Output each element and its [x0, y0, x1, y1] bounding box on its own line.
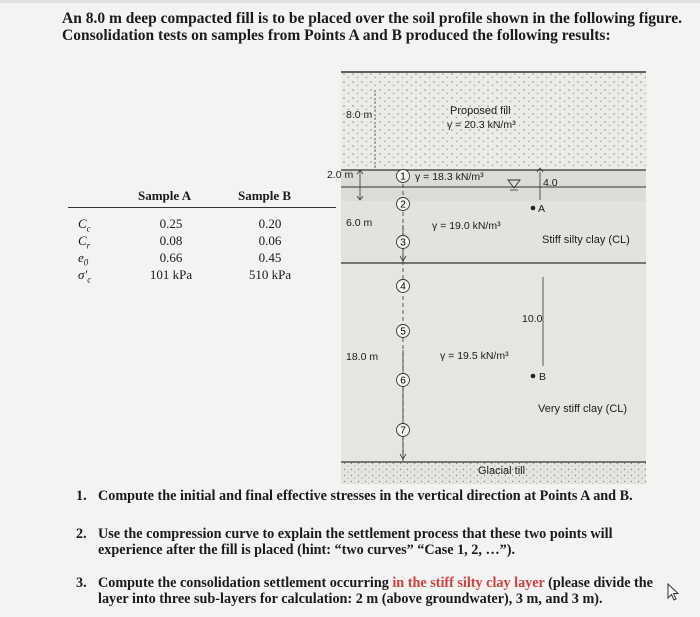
question-text-line2: experience after the fill is placed (hint: “two curves” “Case 1, 2, …”). — [98, 542, 516, 558]
symbol-cr: $C_r$ — [78, 233, 91, 251]
layer1-gamma-label: γ = 18.3 kN/m³ — [415, 171, 484, 183]
layer-1 — [341, 170, 646, 201]
dim-10-label: 10.0 — [522, 313, 543, 325]
symbol-cc: $C_c$ — [78, 216, 91, 234]
question-text-a: Compute the consolidation settlement occurring — [98, 575, 393, 591]
point-a-dot — [531, 206, 536, 211]
sigc-b: 510 kPa — [248, 267, 292, 282]
question-text: Use the compression curve to explain the settlement process that these two points will — [98, 526, 613, 542]
symbol-sigma-c: $\sigma'_c$ — [78, 267, 92, 285]
layer-2 — [341, 201, 646, 263]
layer2-name-label: Stiff silty clay (CL) — [542, 234, 630, 246]
marker-label: 2 — [400, 199, 406, 211]
question-text — [98, 575, 653, 591]
marker-label: 4 — [400, 281, 406, 293]
cr-b: 0.06 — [258, 233, 282, 248]
fill-name-label: Proposed fill — [450, 105, 511, 117]
fill-gamma-label: γ = 20.3 kN/m³ — [447, 119, 516, 131]
question-number: 1. — [76, 488, 87, 504]
question-number: 3. — [76, 575, 87, 591]
question-text-c: (please divide the — [544, 575, 653, 591]
intro-line-2: Consolidation tests on samples from Points A and B produced the following results: — [62, 27, 611, 44]
marker-label: 3 — [400, 237, 406, 249]
question-text: Compute the initial and final effective stresses in the vertical direction at Points A and B. — [98, 488, 633, 504]
sigc-a: 101 kPa — [149, 267, 193, 282]
cursor-icon — [666, 583, 680, 601]
point-b-label: B — [539, 371, 547, 383]
marker-label: 7 — [400, 425, 406, 437]
symbol-e0: $e_0$ — [78, 250, 89, 268]
cr-a: 0.08 — [159, 233, 183, 248]
header-sample-b: Sample B — [238, 188, 292, 203]
question-text-highlight: in the stiff silty clay layer — [392, 575, 545, 591]
layer1-depth-label: 2.0 m — [327, 169, 354, 181]
marker-label: 5 — [400, 326, 406, 338]
layer-3 — [341, 263, 646, 462]
point-a-label: A — [538, 203, 546, 215]
layer3-gamma-label: γ = 19.5 kN/m³ — [440, 350, 509, 362]
marker-label: 6 — [400, 375, 406, 387]
intro-line-1: An 8.0 m deep compacted fill is to be placed over the soil profile shown in the following figure. — [62, 10, 682, 27]
layer3-name-label: Very stiff clay (CL) — [538, 403, 628, 415]
dim-4-label: 4.0 — [543, 177, 558, 189]
layer2-depth-label: 6.0 m — [346, 217, 373, 229]
e0-a: 0.66 — [159, 250, 183, 265]
glacial-till-label: Glacial till — [478, 465, 526, 477]
e0-b: 0.45 — [258, 250, 282, 265]
cc-a: 0.25 — [159, 216, 183, 231]
question-text-line2: layer into three sub-layers for calculation: 2 m (above groundwater), 3 m, and 3 m). — [98, 591, 603, 607]
layer2-gamma-label: γ = 19.0 kN/m³ — [432, 220, 501, 232]
marker-label: 1 — [400, 171, 406, 183]
cc-b: 0.20 — [258, 216, 282, 231]
question-number: 2. — [76, 526, 87, 542]
point-b-dot — [531, 374, 536, 379]
header-sample-a: Sample A — [138, 188, 192, 203]
layer3-depth-label: 18.0 m — [346, 351, 379, 363]
fill-depth-label: 8.0 m — [346, 109, 373, 121]
